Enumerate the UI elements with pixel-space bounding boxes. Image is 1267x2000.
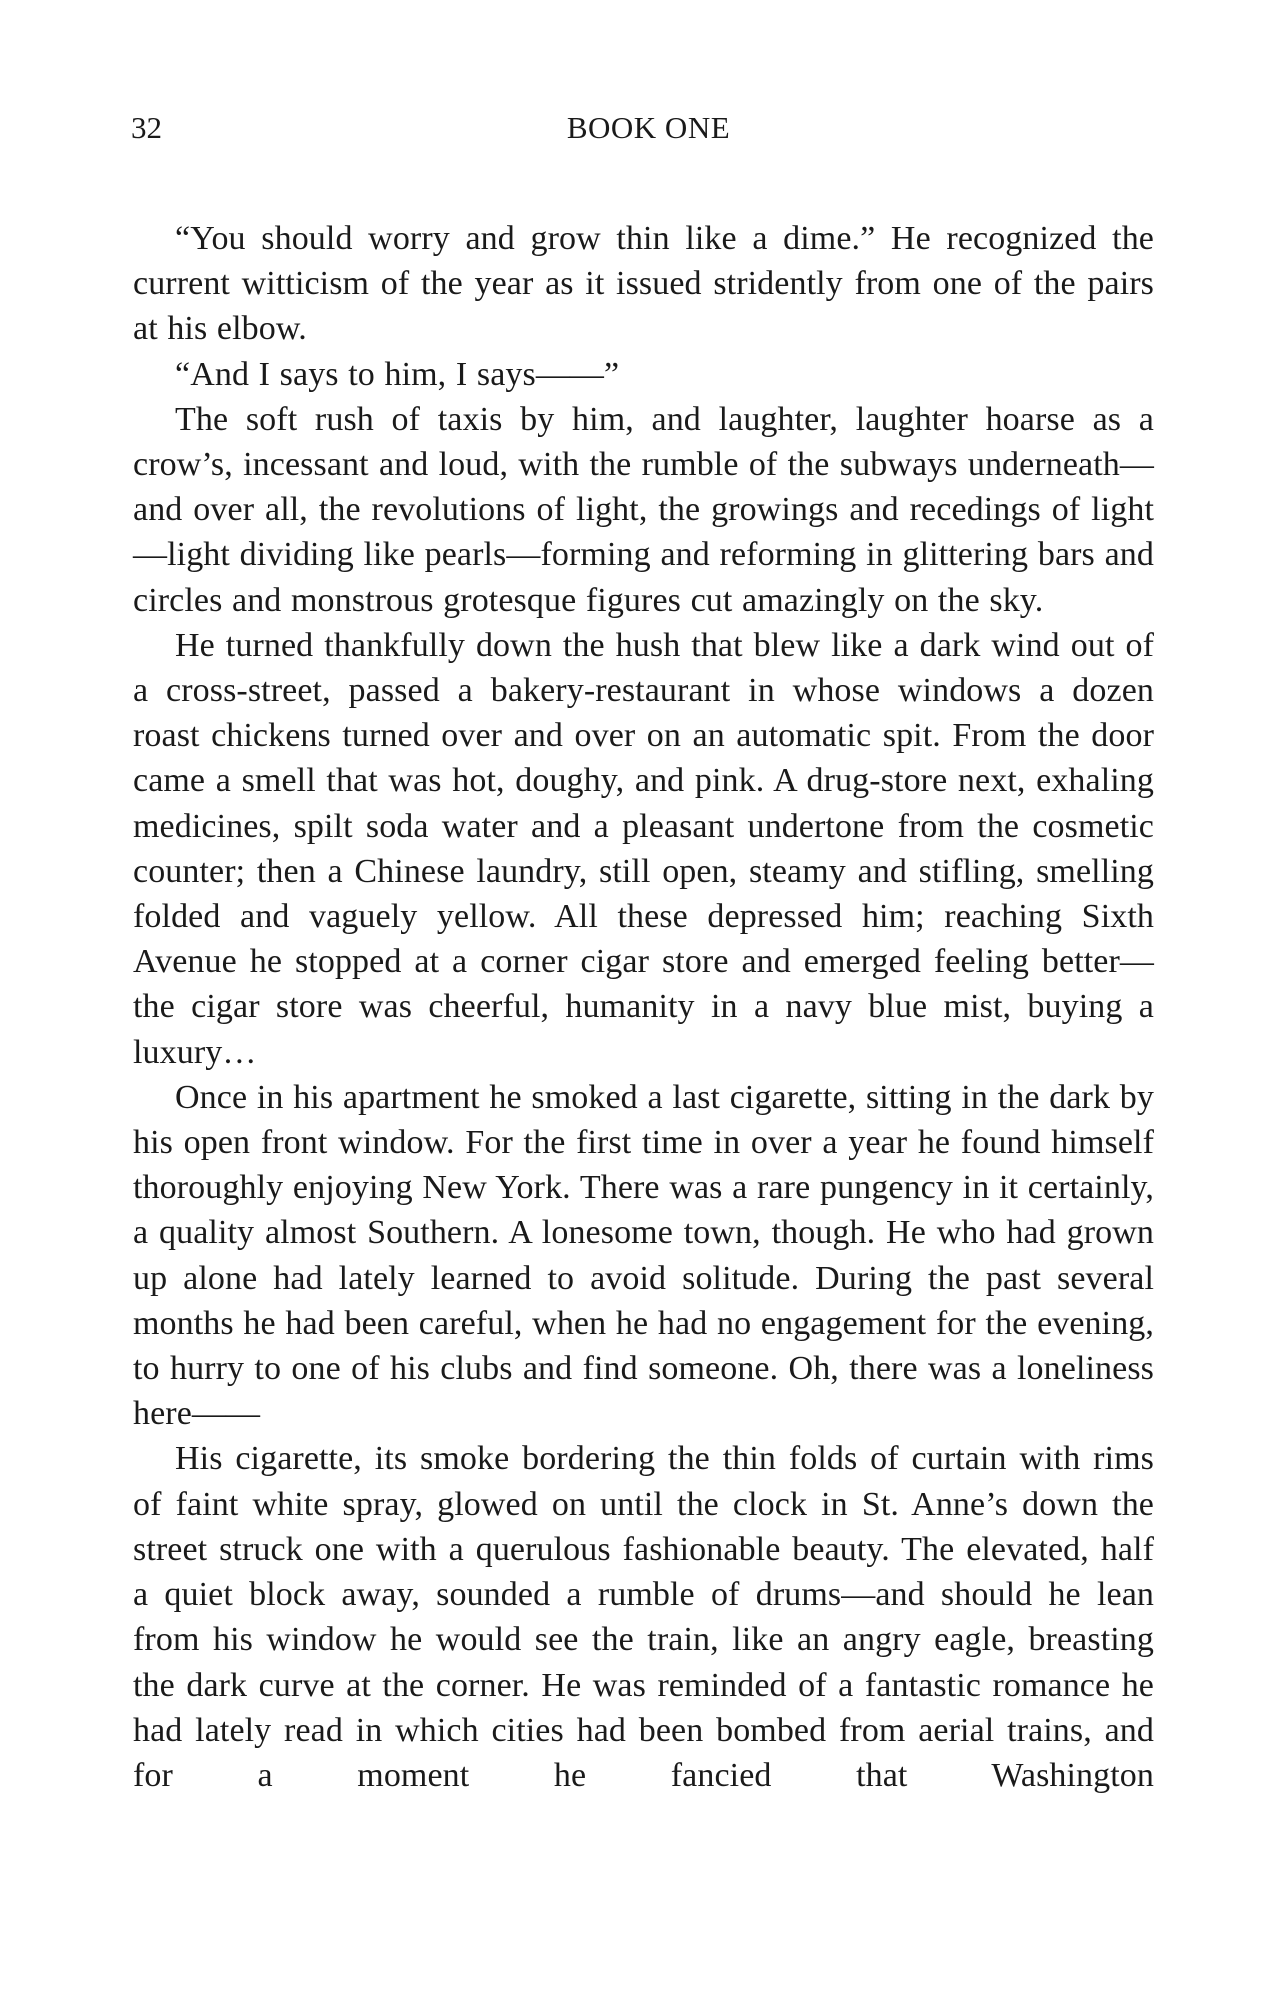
page-number: 32 <box>131 110 162 145</box>
paragraph-cross-street: He turned thankfully down the hush that blew like a dark wind out of a cross-street, passed a bakery-restaurant in whose windows a dozen roast chickens turned over and over on an automatic spit. From the door came a smell that was hot, doughy, and pink. A drug-store next, exhaling medicines, spilt soda water and a pleasant undertone from the cosmetic counter; then a Chinese laundry, still open, steamy and stifling, smelling folded and vaguely yellow. All these depressed him; reaching Sixth Avenue he stopped at a corner cigar store and emerged feeling better—the cigar store was cheerful, humanity in a navy blue mist, buying a luxury… <box>133 626 1154 1071</box>
paragraph-cigarette: His cigarette, its smoke bordering the thin folds of curtain with rims of faint white spray, glowed on until the clock in St. Anne’s down the street struck one with a querulous fashionable beauty. The elevated, half a quiet block away, sounded a rumble of drums—and should he lean from his window he would see the train, like an angry eagle, breasting the dark curve at the corner. He was reminded of a fantastic romance he had lately read in which cities had been bombed from aerial trains, and for a moment he fancied that Washington <box>133 1440 1154 1794</box>
body-text <box>133 216 1154 1798</box>
paragraph-apartment: Once in his apartment he smoked a last cigarette, sitting in the dark by his open front window. For the first time in over a year he found himself thoroughly enjoying New York. There was a rare pungency in it certainly, a quality almost Southern. A lonesome town, though. He who had grown up alone had lately learned to avoid solitude. During the past several months he had been careful, when he had no engagement for the evening, to hurry to one of his clubs and find someone. Oh, there was a loneliness here—— <box>133 1078 1154 1433</box>
book-section-title: BOOK ONE <box>566 110 731 145</box>
paragraph-i-says: “And I says to him, I says——” <box>175 355 620 393</box>
running-head <box>131 108 1166 148</box>
paragraph-rush-of-taxis: The soft rush of taxis by him, and laughter, laughter hoarse as a crow’s, incessant and loud, with the rumble of the subways underneath—and over all, the revolutions of light, the growings and recedings of light—light dividing like pearls—forming and reforming in glittering bars and circles and monstrous grotesque figures cut amazingly on the sky. <box>133 400 1154 619</box>
paragraph-dime-witticism: “You should worry and grow thin like a dime.” He recognized the current witticism of the year as it issued stridently from one of the pairs at his elbow. <box>133 220 1154 348</box>
